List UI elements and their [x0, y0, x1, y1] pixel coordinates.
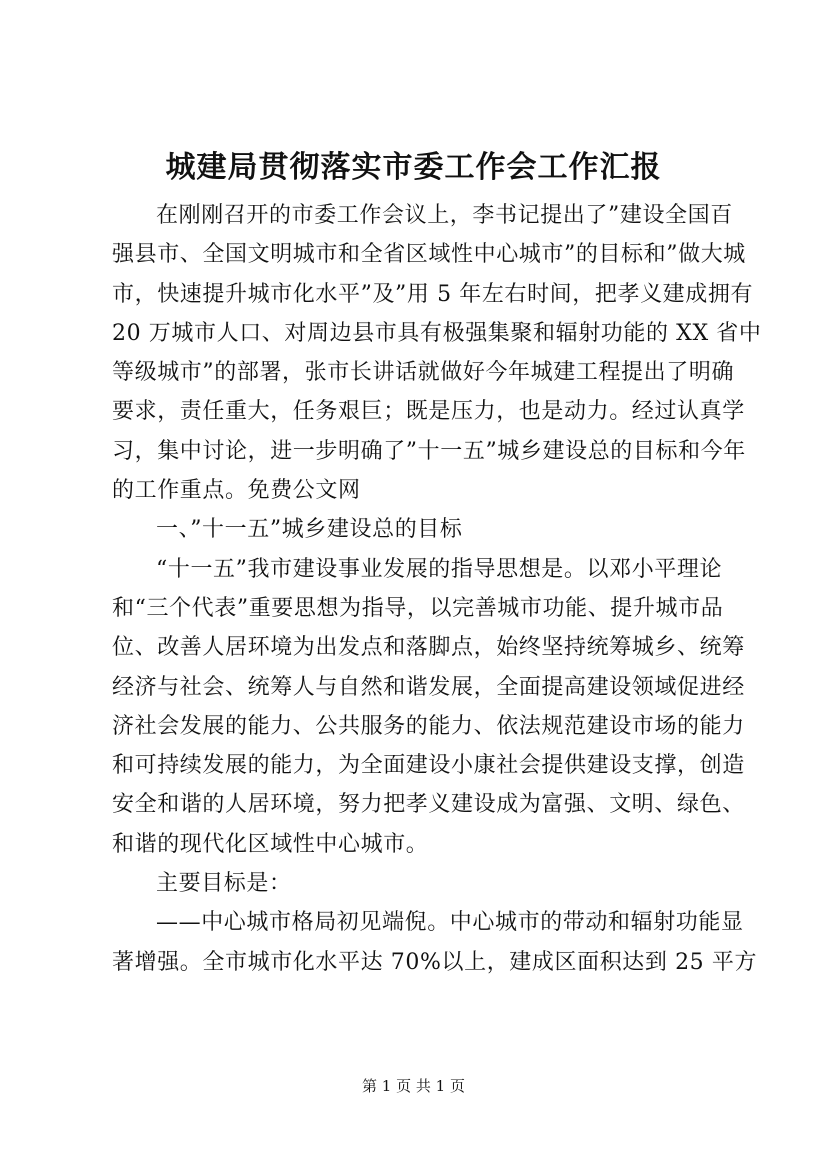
body-line: 20 万城市人口、对周边县市具有极强集聚和辐射功能的 XX 省中	[112, 320, 762, 346]
body-line: 要求，责任重大，任务艰巨；既是压力，也是动力。经过认真学	[112, 399, 745, 425]
body-line: “十一五”我市建设事业发展的指导思想是。以邓小平理论	[156, 556, 723, 582]
body-line: 和可持续发展的能力，为全面建设小康社会提供建设支撑，创造	[112, 753, 745, 779]
document-body	[112, 196, 762, 982]
subheading: 主要目标是：	[156, 871, 292, 897]
body-line: 和谐的现代化区域性中心城市。	[112, 831, 429, 857]
page-footer: 第 1 页 共 1 页	[362, 1077, 465, 1095]
body-line: 强县市、全国文明城市和全省区域性中心城市”的目标和”做大城	[112, 242, 746, 268]
body-line: ——中心城市格局初见端倪。中心城市的带动和辐射功能显	[156, 910, 744, 936]
section-heading: 一、”十一五”城乡建设总的目标	[156, 517, 463, 543]
body-line: 著增强。全市城市化水平达 70%以上，建成区面积达到 25 平方	[112, 949, 758, 975]
body-line: 市，快速提升城市化水平”及”用 5 年左右时间，把孝义建成拥有	[112, 281, 754, 307]
body-line: 安全和谐的人居环境，努力把孝义建设成为富强、文明、绿色、	[112, 792, 745, 818]
body-line: 经济与社会、统筹人与自然和谐发展，全面提高建设领域促进经	[112, 674, 745, 700]
body-line: 的工作重点。免费公文网	[112, 478, 361, 504]
document-title: 城建局贯彻落实市委工作会工作汇报	[165, 150, 662, 185]
body-line: 和“三个代表”重要思想为指导，以完善城市功能、提升城市品	[112, 595, 724, 621]
body-line: 在刚刚召开的市委工作会议上，李书记提出了”建设全国百	[156, 203, 733, 228]
body-line: 位、改善人居环境为出发点和落脚点，始终坚持统筹城乡、统筹	[112, 635, 745, 661]
body-line: 等级城市”的部署，张市长讲话就做好今年城建工程提出了明确	[112, 360, 735, 386]
body-line: 习，集中讨论，进一步明确了”十一五”城乡建设总的目标和今年	[112, 438, 746, 464]
body-line: 济社会发展的能力、公共服务的能力、依法规范建设市场的能力	[112, 713, 745, 739]
